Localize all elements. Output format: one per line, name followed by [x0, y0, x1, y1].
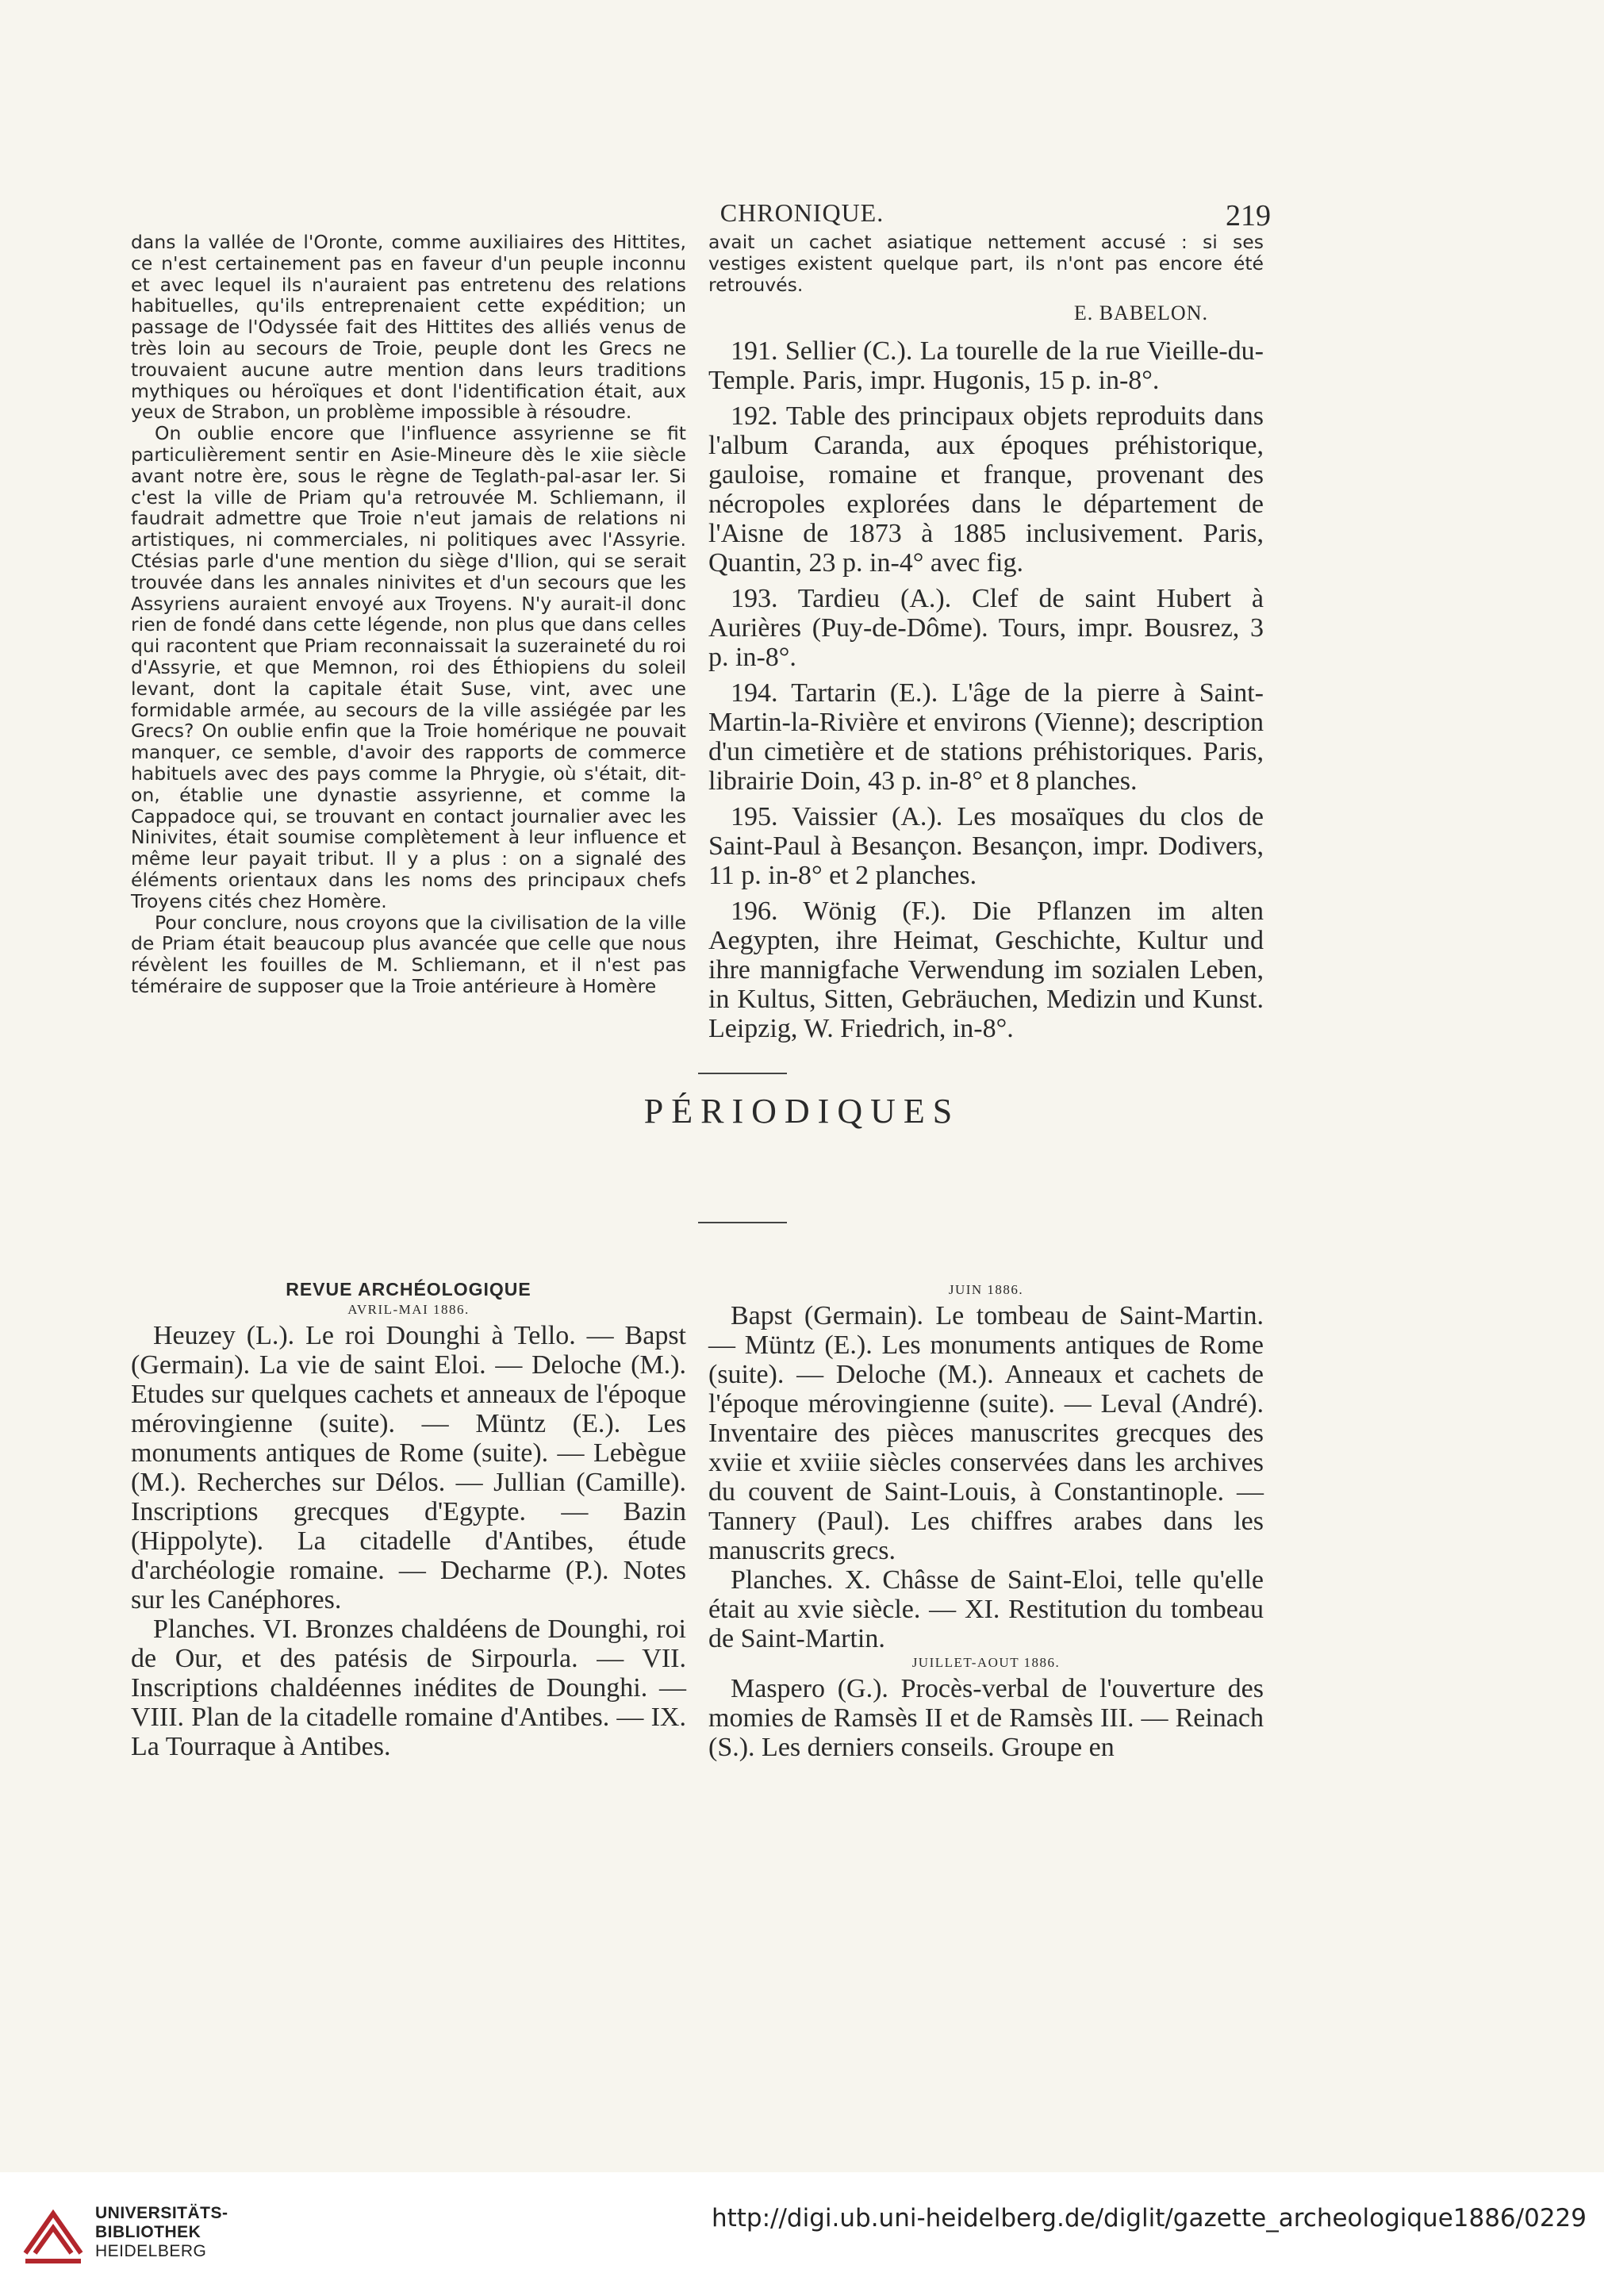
- library-name-line-2: BIBLIOTHEK: [95, 2223, 201, 2241]
- periodiques-right-column: [708, 1279, 1264, 1762]
- library-logo-icon: [17, 2198, 89, 2269]
- left-paragraph-2: On oublie encore que l'influence assyrienne se fit particulièrement sentir en Asie-Mineure dès le xiie siècle avant notre ère, sous le règne de Teglath-pal-asar Ier. Si c'est la ville de Priam qu'a retrouvée M. Schliemann, il faudrait admettre que Troie n'eut jamais de relations ni artistiques, ni commerciales, ni politiques avec l'Assyrie. Ctésias parle d'une mention du siège d'Ilion, qui se serait trouvée dans les annales ninivites et d'un secours que les Assyriens auraient envoyé aux Troyens. N'y aurait-il donc rien de fondé dans cette légende, non plus que dans celles qui racontent que Priam reconnaissait la suzeraineté du roi d'Assyrie, et que Memnon, roi des Éthiopiens du soleil levant, dont la capitale était Suse, vint, avec une formidable armée, au secours de la ville assiégée par les Grecs? On oublie enfin que la Troie homérique ne pouvait manquer, ce semble, d'avoir des rapports de commerce habituels avec des pays comme la Phrygie, où s'était, dit-on, établie une dynastie assyrienne, et comme la Cappadoce qui, se trouvant en contact journalier avec les Ninivites, était soumise complètement à leur influence et même leur payait tribut. Il y a plus : on a signalé des éléments orientaux dans les noms des principaux chefs Troyens cités chez Homère.: [131, 422, 686, 912]
- section-rule-top: [698, 1073, 787, 1074]
- bibliography-entry-196: 196. Wönig (F.). Die Pflanzen im alten Aegypten, ihre Heimat, Geschichte, Kultur und ihre mannigfache Verwendung im sozialen Leben, in Kultus, Sitten, Gebräuchen, Medizin und Kunst. Leipzig, W. Friedrich, in-8°.: [708, 897, 1264, 1044]
- issue-2-contents: Bapst (Germain). Le tombeau de Saint-Martin. — Müntz (E.). Les monuments antiques de Rome (suite). — Deloche (M.). Anneaux et cachets de l'époque mérovingienne (suite). — Leval (André). Inventaire des pièces manuscrites grecques des xviie et xviiie siècles conservées dans les archives du couvent de Saint-Louis, à Constantinople. — Tannery (Paul). Les chiffres arabes dans les manuscrits grecs.: [708, 1301, 1264, 1565]
- library-name-line-3: HEIDELBERG: [95, 2242, 207, 2260]
- page-number: 219: [1226, 199, 1271, 232]
- footer-bar: [0, 2172, 1604, 2296]
- issue-date-2: JUIN 1886.: [948, 1282, 1024, 1297]
- issue-date-3: JUILLET-AOUT 1886.: [911, 1655, 1061, 1670]
- left-paragraph-1: dans la vallée de l'Oronte, comme auxiliaires des Hittites, ce n'est certainement pas en faveur d'un peuple inconnu et avec lequel ils n'auraient pas entretenu des relations habituelles, qu'ils entreprenaient cette expédition; un passage de l'Odyssée fait des Hittites des alliés venus de très loin au secours de Troie, peuple dont les Grecs ne trouvaient aucune autre mention dans leurs traditions mythiques ou héroïques et dont l'identification était, aux yeux de Strabon, un problème impossible à résoudre.: [131, 231, 686, 424]
- right-paragraph-continuation: avait un cachet asiatique nettement accusé : si ses vestiges existent quelque part, ils n'ont pas encore été retrouvés.: [708, 231, 1264, 296]
- bibliography-entry-195: 195. Vaissier (A.). Les mosaïques du clos de Saint-Paul à Besançon. Besançon, impr. Dodivers, 11 p. in-8° et 2 planches.: [708, 802, 1264, 891]
- section-title: PÉRIODIQUES: [643, 1092, 961, 1131]
- right-column-text: [708, 232, 1264, 1050]
- issue-date-1: AVRIL-MAI 1886.: [347, 1302, 470, 1317]
- bibliography-entry-191: 191. Sellier (C.). La tourelle de la rue Vieille-du-Temple. Paris, impr. Hugonis, 15 p. in-8°.: [708, 336, 1264, 396]
- journal-title: REVUE ARCHÉOLOGIQUE: [286, 1279, 531, 1300]
- bibliography-entry-192: 192. Table des principaux objets reproduits dans l'album Caranda, aux époques préhistorique, gauloise, romaine et franque, provenant des nécropoles explorées dans le département de l'Aisne de 1873 à 1885 inclusivement. Paris, Quantin, 23 p. in-4° avec fig.: [708, 401, 1264, 578]
- library-name-line-1: UNIVERSITÄTS-: [95, 2204, 228, 2222]
- section-rule-bottom: [698, 1222, 787, 1223]
- issue-1-plates: Planches. VI. Bronzes chaldéens de Dounghi, roi de Our, et des patésis de Sirpourla. — VII. Inscriptions chaldéennes inédites de Dounghi. — VIII. Plan de la citadelle romaine d'Antibes. — IX. La Tourraque à Antibes.: [131, 1614, 686, 1761]
- issue-3-contents: Maspero (G.). Procès-verbal de l'ouverture des momies de Ramsès II et de Ramsès III. — Reinach (S.). Les derniers conseils. Groupe en: [708, 1674, 1264, 1762]
- periodiques-left-column: [131, 1279, 686, 1761]
- running-header: CHRONIQUE.: [719, 198, 885, 227]
- bibliography-entry-194: 194. Tartarin (E.). L'âge de la pierre à Saint-Martin-la-Rivière et environs (Vienne); description d'un cimetière et de stations préhistoriques. Paris, librairie Doin, 43 p. in-8° et 8 planches.: [708, 678, 1264, 797]
- bibliography-entry-193: 193. Tardieu (A.). Clef de saint Hubert à Aurières (Puy-de-Dôme). Tours, impr. Bousrez, 3 p. in-8°.: [708, 584, 1264, 673]
- left-column-text: [131, 232, 686, 997]
- library-name: [95, 2204, 228, 2261]
- issue-2-plates: Planches. X. Châsse de Saint-Eloi, telle qu'elle était au xvie siècle. — XI. Restitution du tombeau de Saint-Martin.: [708, 1565, 1264, 1653]
- bibliography-list: [708, 336, 1264, 1043]
- author-signature: E. BABELON.: [1073, 301, 1208, 325]
- source-url-link[interactable]: http://digi.ub.uni-heidelberg.de/diglit/gazette_archeologique1886/0229: [711, 2204, 1587, 2233]
- issue-1-contents: Heuzey (L.). Le roi Dounghi à Tello. — Bapst (Germain). La vie de saint Eloi. — Deloche (M.). Etudes sur quelques cachets et anneaux de l'époque mérovingienne (suite). — Müntz (E.). Les monuments antiques de Rome (suite). — Lebègue (M.). Recherches sur Délos. — Jullian (Camille). Inscriptions grecques d'Egypte. — Bazin (Hippolyte). La citadelle d'Antibes, étude d'archéologie romaine. — Decharme (P.). Notes sur les Canéphores.: [131, 1321, 686, 1614]
- left-paragraph-3: Pour conclure, nous croyons que la civilisation de la ville de Priam était beaucoup plus avancée que celle que nous révèlent les fouilles de M. Schliemann, et il n'est pas téméraire de supposer que la Troie antérieure à Homère: [131, 911, 686, 997]
